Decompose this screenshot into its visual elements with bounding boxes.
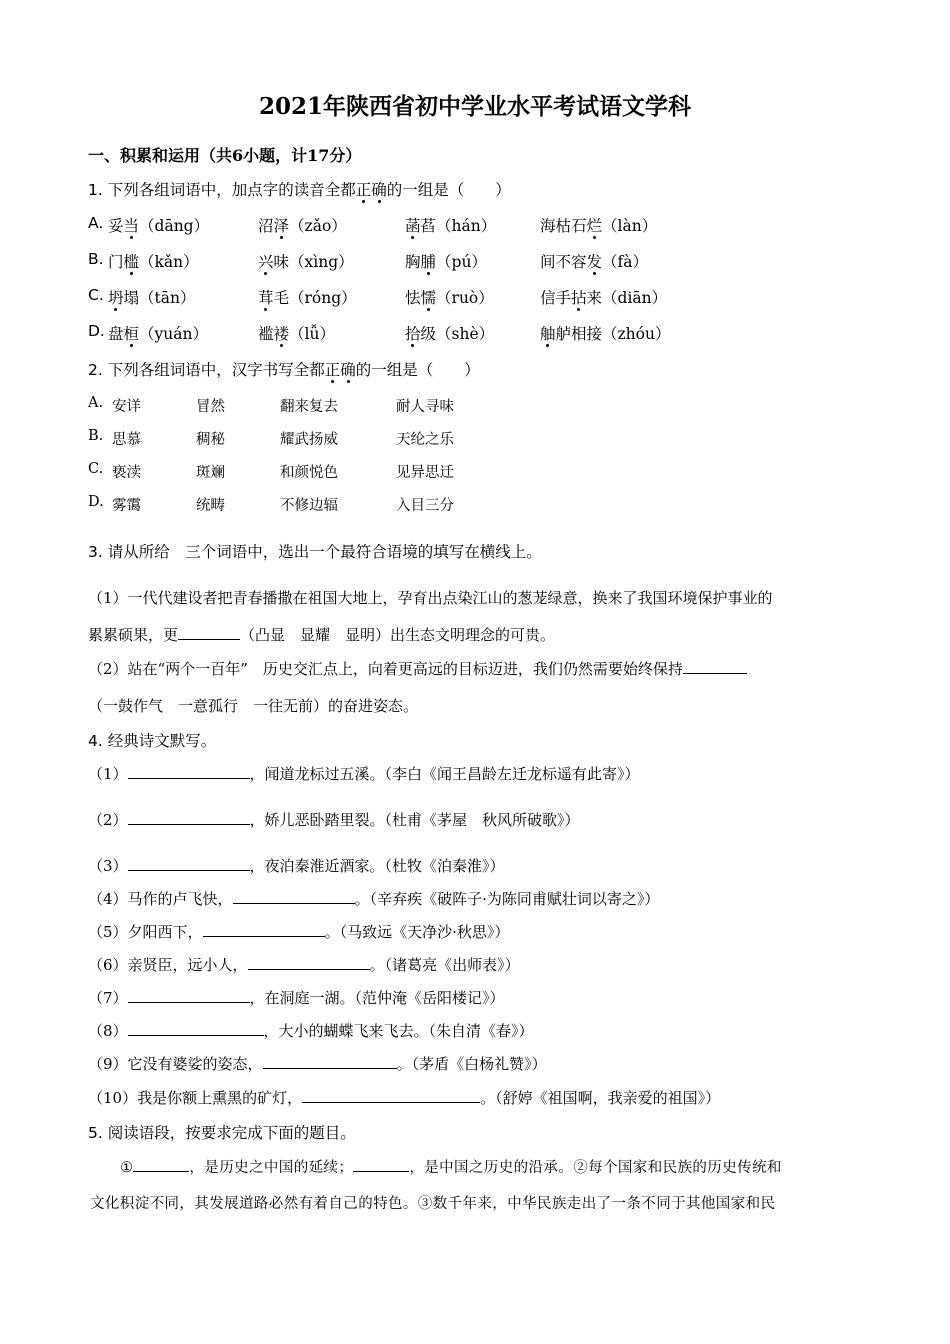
fill-blank[interactable] — [302, 1088, 480, 1103]
option-word: 安详 — [112, 399, 141, 415]
fill-blank[interactable] — [248, 955, 370, 970]
recitation-item: （1） ，闻道龙标过五溪。（李白《闻王昌龄左迁龙标遥有此寄》） — [88, 765, 640, 783]
option-word: 胸脯（pú） — [405, 253, 487, 271]
option-letter: A. — [88, 395, 104, 411]
question-2-stem: 2. 下列各组词语中，汉字书写全都正确的一组是（ ） — [88, 361, 480, 379]
option-letter: C. — [88, 286, 104, 304]
option-word: 稠秘 — [196, 432, 225, 448]
option-word: 怯懦（ruò） — [405, 289, 494, 307]
option-word: 耐人寻味 — [396, 399, 454, 415]
option-word: 妥当（dāng） — [108, 217, 210, 235]
fill-blank[interactable] — [353, 1157, 409, 1172]
recitation-item: （5）夕阳西下， 。（马致远《天净沙·秋思》） — [88, 923, 510, 941]
option-word: 舳舻相接（zhóu） — [540, 325, 671, 343]
option-word: 思慕 — [112, 432, 141, 448]
fill-blank[interactable] — [128, 810, 250, 825]
q3-part1-line1: （1）一代代建设者把青春播撒在祖国大地上，孕育出点染江山的葱茏绿意，换来了我国环境保护事业的 — [88, 589, 773, 607]
section-heading: 一、积累和运用（共6小题，计17分） — [88, 146, 362, 165]
option-word: 沼泽（zǎo） — [258, 217, 347, 235]
question-number: 3. — [88, 543, 103, 561]
option-letter: B. — [88, 428, 104, 444]
fill-blank[interactable] — [128, 856, 250, 871]
option-letter: A. — [88, 214, 104, 232]
question-number: 4. — [88, 732, 103, 750]
question-number: 1. — [88, 181, 103, 199]
recitation-item: （10）我是你额上熏黑的矿灯， 。（舒婷《祖国啊，我亲爱的祖国》） — [88, 1089, 721, 1107]
option-word: 亵渎 — [112, 465, 141, 481]
passage-line-2: 文化积淀不同，其发展道路必然有着自己的特色。③数千年来，中华民族走出了一条不同于其他国家和民 — [90, 1196, 776, 1212]
recitation-item: （9）它没有婆娑的姿态， 。（茅盾《白杨礼赞》） — [88, 1055, 547, 1073]
option-word: 兴味（xìng） — [258, 253, 354, 271]
question-number: 5. — [88, 1124, 103, 1142]
option-word: 天纶之乐 — [396, 432, 454, 448]
option-word: 拾级（shè） — [405, 325, 495, 343]
fill-blank[interactable] — [178, 625, 240, 640]
option-word: 雾霭 — [112, 498, 141, 514]
recitation-item: （7） ，在洞庭一湖。（范仲淹《岳阳楼记》） — [88, 989, 505, 1007]
option-word: 冒然 — [196, 399, 225, 415]
option-word: 间不容发（fà） — [540, 253, 649, 271]
passage-line-1: ① ，是历史之中国的延续； ，是中国之历史的沿承。②每个国家和民族的历史传统和 — [120, 1156, 782, 1177]
question-4-stem: 4. 经典诗文默写。 — [88, 732, 217, 750]
question-5-stem: 5. 阅读语段，按要求完成下面的题目。 — [88, 1124, 356, 1142]
option-word: 和颜悦色 — [280, 465, 338, 481]
question-3-stem: 3. 请从所给 三个词语中，选出一个最符合语境的填写在横线上。 — [88, 543, 542, 561]
option-word: 褴褛（lǚ） — [258, 325, 335, 343]
option-word: 茸毛（róng） — [258, 289, 357, 307]
recitation-item: （8） ，大小的蝴蝶飞来飞去。（朱自清《春》） — [88, 1022, 534, 1040]
option-word: 门槛（kǎn） — [108, 253, 199, 271]
option-word: 翻来复去 — [280, 399, 338, 415]
option-word: 菡萏（hán） — [405, 217, 497, 235]
q3-part1-line2: 累累硕果，更 （凸显 显耀 显明）出生态文明理念的可贵。 — [88, 626, 556, 644]
option-word: 入目三分 — [396, 498, 454, 514]
option-word: 不修边辐 — [280, 498, 338, 514]
recitation-item: （3） ，夜泊秦淮近酒家。（杜牧《泊秦淮》） — [88, 857, 505, 875]
recitation-item: （6）亲贤臣，远小人， 。（诸葛亮《出师表》） — [88, 956, 520, 974]
option-word: 海枯石烂（làn） — [540, 217, 658, 235]
recitation-item: （2） ，娇儿恶卧踏里裂。（杜甫《茅屋 秋风所破歌》） — [88, 811, 580, 829]
option-letter: B. — [88, 250, 104, 268]
option-letter: D. — [88, 322, 105, 340]
fill-blank[interactable] — [683, 659, 747, 674]
fill-blank[interactable] — [133, 1157, 189, 1172]
option-word: 信手拈来（diān） — [540, 289, 668, 307]
option-word: 见异思迁 — [396, 465, 454, 481]
fill-blank[interactable] — [203, 922, 325, 937]
fill-blank[interactable] — [233, 889, 355, 904]
option-letter: C. — [88, 461, 104, 477]
option-word: 盘桓（yuán） — [108, 325, 208, 343]
q3-part2-line2: （一鼓作气 一意孤行 一往无前）的奋进姿态。 — [88, 697, 419, 715]
page-title: 2021年陕西省初中学业水平考试语文学科 — [258, 93, 691, 120]
option-letter: D. — [88, 494, 104, 510]
fill-blank[interactable] — [263, 1054, 397, 1069]
option-word: 坍塌（tān） — [108, 289, 196, 307]
q3-part2-line1: （2）站在“两个一百年” 历史交汇点上，向着更高远的目标迈进，我们仍然需要始终保持 — [88, 658, 747, 679]
option-word: 统畴 — [196, 498, 225, 514]
option-word: 耀武扬威 — [280, 432, 338, 448]
question-number: 2. — [88, 361, 103, 379]
question-1-stem: 1. 下列各组词语中，加点字的读音全都正确的一组是（ ） — [88, 181, 511, 199]
recitation-item: （4）马作的卢飞快， 。（辛弃疾《破阵子·为陈同甫赋壮词以寄之》） — [88, 890, 660, 908]
fill-blank[interactable] — [128, 764, 250, 779]
option-word: 斑斓 — [196, 465, 225, 481]
fill-blank[interactable] — [128, 988, 250, 1003]
fill-blank[interactable] — [128, 1021, 264, 1036]
